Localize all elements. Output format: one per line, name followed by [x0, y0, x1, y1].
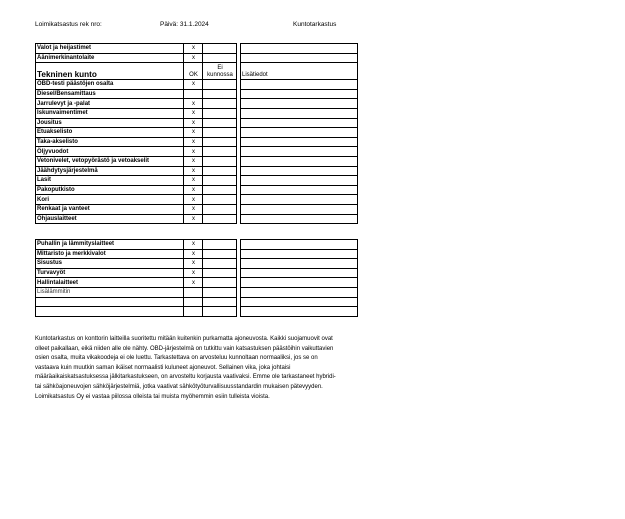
item-label: OBD-testi päästöjen osalta — [36, 80, 184, 90]
not-ok-cell — [203, 156, 237, 166]
ok-mark: x — [184, 176, 203, 186]
table-row — [36, 118, 358, 128]
item-label: Taka-akselisto — [36, 137, 184, 147]
header-doc-title: Kuntotarkastus — [293, 21, 337, 28]
ok-mark: x — [184, 108, 203, 118]
notes-cell — [241, 128, 358, 138]
ok-mark: x — [184, 240, 203, 250]
ok-mark: x — [184, 156, 203, 166]
table-row — [36, 240, 358, 250]
item-label: Jarrulevyt ja -palat — [36, 99, 184, 109]
item-label — [36, 307, 184, 317]
not-ok-cell — [203, 166, 237, 176]
table-row — [36, 278, 358, 288]
notes-cell — [241, 185, 358, 195]
ok-mark — [184, 307, 203, 317]
table-row — [36, 137, 358, 147]
header-reg-label: Loimikatsastus rek nro: — [35, 21, 102, 28]
table-row — [36, 166, 358, 176]
notes-cell — [241, 249, 358, 259]
not-ok-cell — [203, 108, 237, 118]
table-row — [36, 185, 358, 195]
not-ok-cell — [203, 80, 237, 90]
notes-cell — [241, 259, 358, 269]
not-ok-cell — [203, 204, 237, 214]
ok-mark: x — [184, 268, 203, 278]
not-ok-cell — [203, 268, 237, 278]
col-notes-header: Lisätiedot — [241, 63, 358, 80]
table-row — [36, 108, 358, 118]
ok-mark: x — [184, 99, 203, 109]
not-ok-cell — [203, 297, 237, 307]
notes-cell — [241, 118, 358, 128]
not-ok-cell — [203, 89, 237, 99]
notes-cell — [241, 80, 358, 90]
notes-cell — [241, 53, 358, 63]
notes-cell — [241, 240, 358, 250]
not-ok-cell — [203, 278, 237, 288]
table-row — [36, 287, 358, 297]
item-label: Äänimerkinantolaite — [36, 53, 184, 63]
item-label: Ohjauslaitteet — [36, 214, 184, 224]
notes-cell — [241, 147, 358, 157]
table-header-row — [36, 63, 358, 80]
not-ok-cell — [203, 259, 237, 269]
ok-mark: x — [184, 249, 203, 259]
col-ok-header: OK — [184, 63, 203, 80]
notes-cell — [241, 307, 358, 317]
table-row — [36, 147, 358, 157]
ok-mark — [184, 287, 203, 297]
table-row — [36, 44, 358, 54]
item-label: Sisustus — [36, 259, 184, 269]
item-label: Puhallin ja lämmityslaitteet — [36, 240, 184, 250]
table-row — [36, 214, 358, 224]
item-label — [36, 297, 184, 307]
table-row — [36, 268, 358, 278]
not-ok-cell — [203, 185, 237, 195]
table-row — [36, 297, 358, 307]
ok-mark: x — [184, 259, 203, 269]
not-ok-cell — [203, 118, 237, 128]
not-ok-cell — [203, 99, 237, 109]
notes-cell — [241, 204, 358, 214]
ok-mark — [184, 297, 203, 307]
table-row — [36, 89, 358, 99]
item-label: Pakoputkisto — [36, 185, 184, 195]
item-label: Turvavyöt — [36, 268, 184, 278]
not-ok-cell — [203, 240, 237, 250]
item-label: Etuakselisto — [36, 128, 184, 138]
ok-mark: x — [184, 128, 203, 138]
interior-check-table — [35, 239, 358, 317]
notes-cell — [241, 214, 358, 224]
table-row — [36, 307, 358, 317]
notes-cell — [241, 99, 358, 109]
ok-mark: x — [184, 147, 203, 157]
item-label: Mittaristo ja merkkivalot — [36, 249, 184, 259]
ok-mark: x — [184, 214, 203, 224]
notes-cell — [241, 297, 358, 307]
disclaimer-text: Kuntotarkastus on konttorin laitteilla suoritettu mitään kuitenkin purkamatta ajoneuvosta. Kaikki suojamuovit ovat olleet paikallaan, eikä niiden alle ole nähty. OBD-järjestelmä on tutkittu vain katsastuksen päästöihin vaikuttavien osien osalta, muita vikakoodeja ei ole luettu. Tarkastettava on arvosteluu kunnoltaan normaaliksi, jos se on vastaava kuin muutkin saman ikäiset normaalisti kuluneet ajoneuvot. Sellainen vika, joka johtaisi määräaikaiskatsastuksessa jälkitarkastukseen, on arvosteltu korjausta vaativaksi. Emme ole tarkastaneet hybridi- tai sähköajoneuvojen sähköjärjestelmiä, jotka vaativat sähkötyöturvallisuusstandardin mukaisen pätevyyden. Loimikatsastus Oy ei vastaa piilossa olleista tai muista myöhemmin esiin tulleista vioista. — [35, 336, 336, 400]
not-ok-cell — [203, 287, 237, 297]
not-ok-cell — [203, 44, 237, 54]
not-ok-cell — [203, 249, 237, 259]
header-date: Päivä: 31.1.2024 — [160, 21, 209, 28]
item-label: Iskunvaimentimet — [36, 108, 184, 118]
table-row — [36, 259, 358, 269]
ok-mark: x — [184, 80, 203, 90]
col-not-ok-line2: kunnossa — [207, 72, 233, 79]
notes-cell — [241, 156, 358, 166]
item-label: Öljyvuodot — [36, 147, 184, 157]
notes-cell — [241, 268, 358, 278]
item-label: Kori — [36, 195, 184, 205]
not-ok-cell — [203, 307, 237, 317]
table-row — [36, 80, 358, 90]
table-row — [36, 99, 358, 109]
ok-mark: x — [184, 53, 203, 63]
item-label: Vetonivelet, vetopyörästö ja vetoakselit — [36, 156, 184, 166]
ok-mark: x — [184, 185, 203, 195]
ok-mark — [184, 89, 203, 99]
item-label: Renkaat ja vanteet — [36, 204, 184, 214]
notes-cell — [241, 176, 358, 186]
col-not-ok-header — [203, 63, 237, 80]
notes-cell — [241, 278, 358, 288]
ok-mark: x — [184, 278, 203, 288]
table-row — [36, 53, 358, 63]
notes-cell — [241, 44, 358, 54]
notes-cell — [241, 137, 358, 147]
table-row — [36, 249, 358, 259]
ok-mark: x — [184, 166, 203, 176]
notes-cell — [241, 195, 358, 205]
not-ok-cell — [203, 214, 237, 224]
table-row — [36, 176, 358, 186]
ok-mark: x — [184, 204, 203, 214]
not-ok-cell — [203, 53, 237, 63]
ok-mark: x — [184, 195, 203, 205]
notes-cell — [241, 166, 358, 176]
section-title: Tekninen kunto — [36, 63, 184, 80]
notes-cell — [241, 108, 358, 118]
notes-cell — [241, 287, 358, 297]
item-label: Jousitus — [36, 118, 184, 128]
item-label: Valot ja heijastimet — [36, 44, 184, 54]
table-row — [36, 195, 358, 205]
ok-mark: x — [184, 44, 203, 54]
table-row — [36, 204, 358, 214]
technical-condition-table — [35, 43, 358, 224]
notes-cell — [241, 89, 358, 99]
ok-mark: x — [184, 137, 203, 147]
not-ok-cell — [203, 147, 237, 157]
ok-mark: x — [184, 118, 203, 128]
table-row — [36, 128, 358, 138]
not-ok-cell — [203, 137, 237, 147]
item-label: Jäähdytysjärjestelmä — [36, 166, 184, 176]
not-ok-cell — [203, 128, 237, 138]
item-label: Diesel/Bensamittaus — [36, 89, 184, 99]
item-label: Lasit — [36, 176, 184, 186]
col-not-ok-line1: Ei — [217, 65, 223, 72]
table-row — [36, 156, 358, 166]
not-ok-cell — [203, 195, 237, 205]
item-label: Hallintalaitteet — [36, 278, 184, 288]
not-ok-cell — [203, 176, 237, 186]
item-label: Lisälämmitin — [36, 287, 184, 297]
